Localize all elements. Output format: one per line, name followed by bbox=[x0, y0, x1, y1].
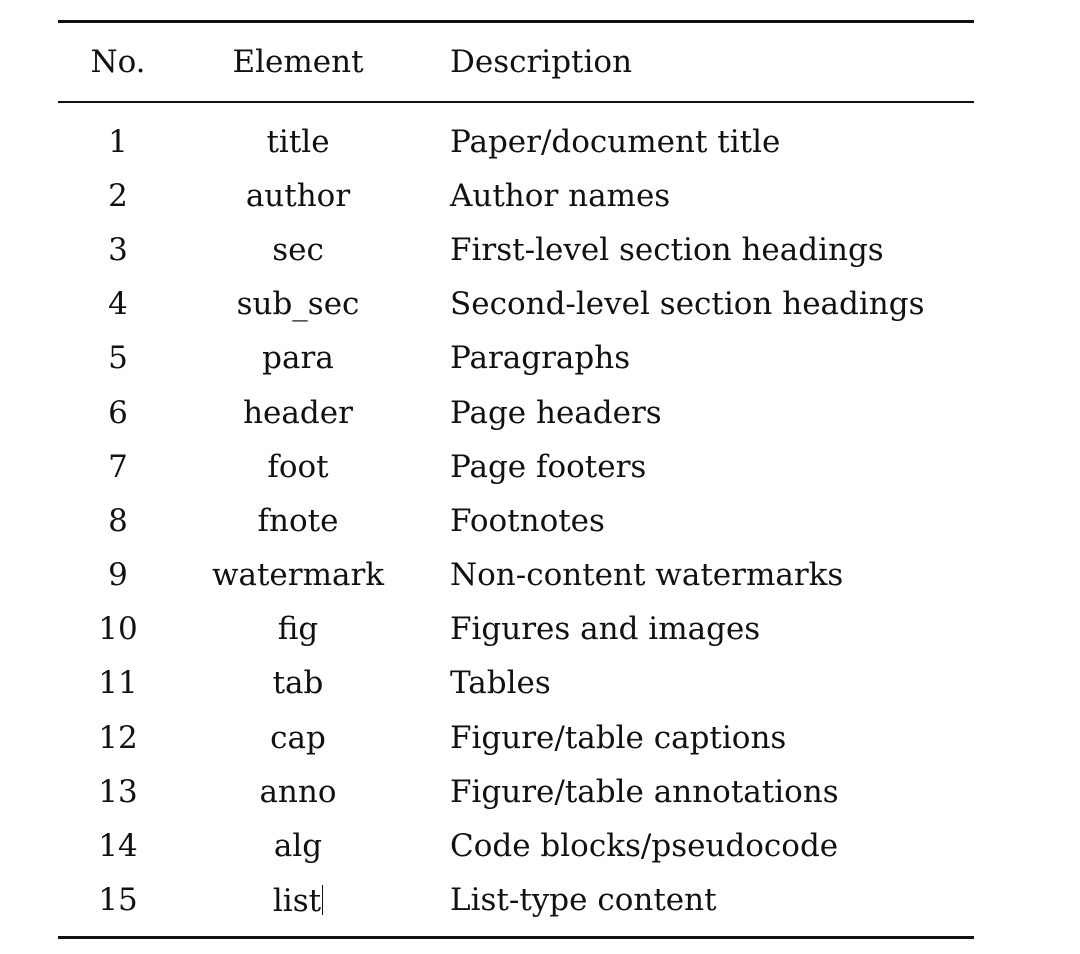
row-description: List-type content bbox=[450, 882, 717, 919]
row-number: 3 bbox=[108, 231, 128, 268]
table-row bbox=[58, 169, 974, 223]
row-element: title bbox=[266, 123, 330, 160]
row-number: 11 bbox=[98, 665, 138, 702]
bottom-rule bbox=[58, 936, 974, 939]
row-description: Page footers bbox=[450, 448, 647, 485]
row-description: Figure/table annotations bbox=[450, 773, 839, 810]
row-element: fnote bbox=[257, 502, 339, 539]
table-row bbox=[58, 819, 974, 873]
table-row bbox=[58, 278, 974, 332]
header-description: Description bbox=[450, 43, 633, 80]
row-element: anno bbox=[259, 773, 337, 810]
row-element: foot bbox=[267, 448, 329, 485]
table-row bbox=[58, 332, 974, 386]
table-row bbox=[58, 603, 974, 657]
row-number: 2 bbox=[108, 177, 128, 214]
row-number: 8 bbox=[108, 502, 128, 539]
row-element: tab bbox=[272, 665, 324, 702]
row-description: Paper/document title bbox=[450, 123, 781, 160]
row-description: Figure/table captions bbox=[450, 719, 787, 756]
row-number: 9 bbox=[108, 557, 128, 594]
row-element: author bbox=[245, 177, 351, 214]
table-row bbox=[58, 440, 974, 494]
row-element: alg bbox=[273, 828, 323, 865]
row-number: 6 bbox=[108, 394, 128, 431]
row-element: sub_sec bbox=[236, 286, 360, 323]
header-element: Element bbox=[232, 43, 364, 80]
row-description: Page headers bbox=[450, 394, 662, 431]
row-element: para bbox=[262, 340, 334, 377]
row-element-cell bbox=[178, 882, 418, 919]
row-description: First-level section headings bbox=[450, 231, 884, 268]
row-description: Author names bbox=[450, 177, 671, 214]
table-row bbox=[58, 386, 974, 440]
row-number: 5 bbox=[108, 340, 128, 377]
row-number: 1 bbox=[108, 123, 128, 160]
row-element: fig bbox=[277, 611, 319, 648]
row-description: Tables bbox=[450, 665, 551, 702]
table-row bbox=[58, 657, 974, 711]
table-row bbox=[58, 765, 974, 819]
row-element: header bbox=[243, 394, 353, 431]
row-description: Paragraphs bbox=[450, 340, 631, 377]
header-no: No. bbox=[90, 43, 146, 80]
row-number: 12 bbox=[98, 719, 138, 756]
row-number: 13 bbox=[98, 773, 138, 810]
row-description: Figures and images bbox=[450, 611, 761, 648]
row-number: 15 bbox=[98, 882, 138, 919]
table-row bbox=[58, 223, 974, 277]
row-element: cap bbox=[270, 719, 326, 756]
row-element: watermark bbox=[211, 557, 385, 594]
table-header-row bbox=[58, 23, 974, 101]
row-description: Second-level section headings bbox=[450, 286, 925, 323]
row-number: 10 bbox=[98, 611, 138, 648]
table-row bbox=[58, 115, 974, 169]
table-row bbox=[58, 711, 974, 765]
text-cursor bbox=[322, 885, 323, 915]
row-number: 14 bbox=[98, 828, 138, 865]
row-element: sec bbox=[272, 231, 324, 268]
row-description: Footnotes bbox=[450, 502, 605, 539]
row-description: Code blocks/pseudocode bbox=[450, 828, 839, 865]
row-number: 4 bbox=[108, 286, 128, 323]
row-element: list bbox=[272, 882, 322, 919]
table-row bbox=[58, 549, 974, 603]
row-number: 7 bbox=[108, 448, 128, 485]
table-body bbox=[58, 103, 974, 936]
row-description: Non-content watermarks bbox=[450, 557, 844, 594]
table-row bbox=[58, 874, 974, 928]
table-row bbox=[58, 494, 974, 548]
element-table bbox=[58, 20, 974, 939]
